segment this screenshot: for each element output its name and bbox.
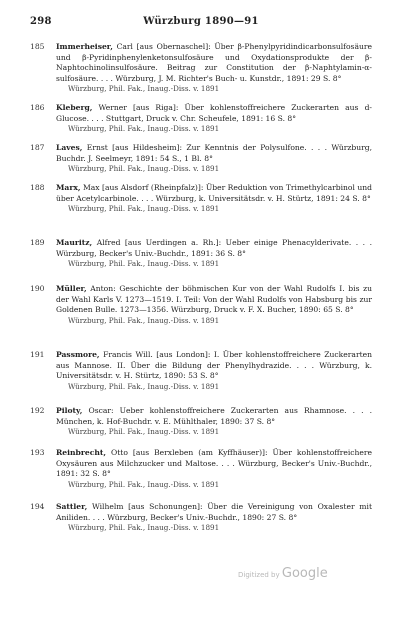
dissertation-note: Würzburg, Phil. Fak., Inaug.-Diss. v. 1891: [68, 315, 220, 325]
entry-citation: [56, 502, 372, 523]
entry-text: Max [aus Alsdorf (Rheinpfalz)]: Über Reduktion von Trimethylcarbinol und über Acetylcarbinole. . . . Würzburg, k. Universitätsdr. v. H. Stürtz, 1891: 24 S. 8°: [56, 183, 372, 203]
entry-number: 193: [30, 448, 45, 457]
entry-citation: [56, 183, 372, 204]
entry-text: Ernst [aus Hildesheim]: Zur Kenntnis der Polysulfone. . . . Würzburg, Buchdr. J. Seelmeyr, 1891: 54 S., 1 Bl. 8°: [56, 143, 372, 163]
entry-number: 186: [30, 103, 45, 112]
entry-187: [30, 143, 372, 175]
entry-189: [30, 238, 372, 270]
dissertation-note: Würzburg, Phil. Fak., Inaug.-Diss. v. 1891: [68, 204, 220, 213]
entry-191: [30, 350, 372, 392]
entry-citation: [56, 42, 372, 84]
entry-number: 189: [30, 238, 45, 247]
entry-text: Francis Will. [aus London]: I. Über kohlenstoffreichere Zuckerarten aus Mannose. II. Über die Bildung der Phenylhydrazide. . . . Würzburg, k. Universitätsdr. v. H. Stürtz, 1890: 53 S. 8°: [56, 350, 373, 380]
entry-192: [30, 406, 372, 438]
entry-text: Wilhelm [aus Schonungen]: Über die Vereinigung von Oxalester mit Aniliden. . . . Würzburg, Becker's Univ.-Buchdr., 1890: 27 S. 8°: [56, 502, 372, 522]
entry-text: Anton: Geschichte der böhmischen Kur von der Wahl Rudolfs I. bis zu der Wahl Karls V. 1273—1519. I. Teil: Von der Wahl Rudolfs von Habsburg bis zur Goldenen Bulle. 1273—1356. Würzburg, Druck v. F. X. Bucher, 1890: 65 S. 8°: [56, 284, 372, 314]
entry-citation: [56, 143, 372, 164]
entry-text: Otto [aus Berxleben (am Kyffhäuser)]: Über kohlenstoffreichere Oxysäuren aus Milchzucker und Maltose. . . . Würzburg, Becker's Univ.-Buchdr., 1891: 32 S. 8°: [56, 448, 373, 478]
entry-190: [30, 284, 372, 326]
entry-text: Oscar: Ueber kohlenstoffreichere Zuckerarten aus Rhamnose. . . . München, k. Hof-Buchdr. v. E. Mühlthaler, 1890: 37 S. 8°: [56, 406, 372, 426]
entry-number: 187: [30, 143, 45, 152]
author-name: Reinbrecht,: [56, 448, 106, 457]
entry-citation: [56, 238, 372, 259]
entry-193: [30, 448, 372, 490]
entry-number: 185: [30, 42, 45, 51]
watermark-brand: Google: [281, 566, 328, 581]
entry-194: [30, 502, 372, 534]
entry-number: 190: [30, 284, 45, 293]
author-name: Kleberg,: [56, 103, 93, 112]
entry-number: 194: [30, 502, 45, 511]
entry-citation: [56, 350, 372, 382]
entry-citation: [56, 103, 372, 124]
dissertation-note: Würzburg, Phil. Fak., Inaug.-Diss. v. 1891: [68, 164, 220, 173]
page-number: 298: [30, 16, 52, 27]
dissertation-note: Würzburg, Phil. Fak., Inaug.-Diss. v. 1891: [68, 427, 220, 436]
entry-number: 192: [30, 406, 45, 415]
dissertation-note: Würzburg, Phil. Fak., Inaug.-Diss. v. 1891: [68, 124, 220, 133]
dissertation-note: Würzburg, Phil. Fak., Inaug.-Diss. v. 1891: [68, 479, 220, 489]
page-title: Würzburg 1890—91: [143, 16, 259, 27]
author-name: Immerheiser,: [56, 42, 113, 51]
author-name: Sattler,: [56, 502, 88, 511]
entry-text: Carl [aus Obernaschel]: Über β-Phenylpyridindicarbonsulfosäure und β-Pyridinphenylenketonsulfosäure und Oxydationsprodukte der β-Naphtochinolinsulfosäure. Beitrag zur Constitution der β-Naphtylamin-α-sulfosäure. . . . Würzburg, J. M. Richter's Buch- u. Kunstdr., 1891: 29 S. 8°: [56, 42, 372, 83]
dissertation-note: Würzburg, Phil. Fak., Inaug.-Diss. v. 1891: [68, 84, 220, 93]
entry-text: Werner [aus Riga]: Über kohlenstoffreichere Zuckerarten aus d-Glucose. . . . Stuttgart, Druck v. Chr. Scheufele, 1891: 16 S. 8°: [56, 103, 372, 123]
entry-185: [30, 42, 372, 95]
author-name: Müller,: [56, 284, 87, 293]
entry-186: [30, 103, 372, 135]
dissertation-note: Würzburg, Phil. Fak., Inaug.-Diss. v. 1891: [68, 523, 220, 532]
entry-number: 191: [30, 350, 45, 359]
digitized-watermark: [238, 566, 328, 581]
entry-citation: [56, 448, 372, 480]
entry-text: Alfred [aus Uerdingen a. Rh.]: Ueber einige Phenacylderivate. . . . Würzburg, Becker's Univ.-Buchdr., 1891: 36 S. 8°: [56, 238, 372, 258]
author-name: Piloty,: [56, 406, 83, 415]
author-name: Laves,: [56, 143, 83, 152]
author-name: Mauritz,: [56, 238, 93, 247]
entry-citation: [56, 284, 372, 316]
dissertation-note: Würzburg, Phil. Fak., Inaug.-Diss. v. 1891: [68, 381, 220, 391]
page-header: [30, 16, 372, 32]
entry-number: 188: [30, 183, 45, 192]
author-name: Marx,: [56, 183, 81, 192]
dissertation-note: Würzburg, Phil. Fak., Inaug.-Diss. v. 1891: [68, 259, 220, 268]
entry-citation: [56, 406, 372, 427]
author-name: Passmore,: [56, 350, 100, 359]
watermark-prefix: Digitized by: [238, 571, 280, 579]
entry-188: [30, 183, 372, 215]
